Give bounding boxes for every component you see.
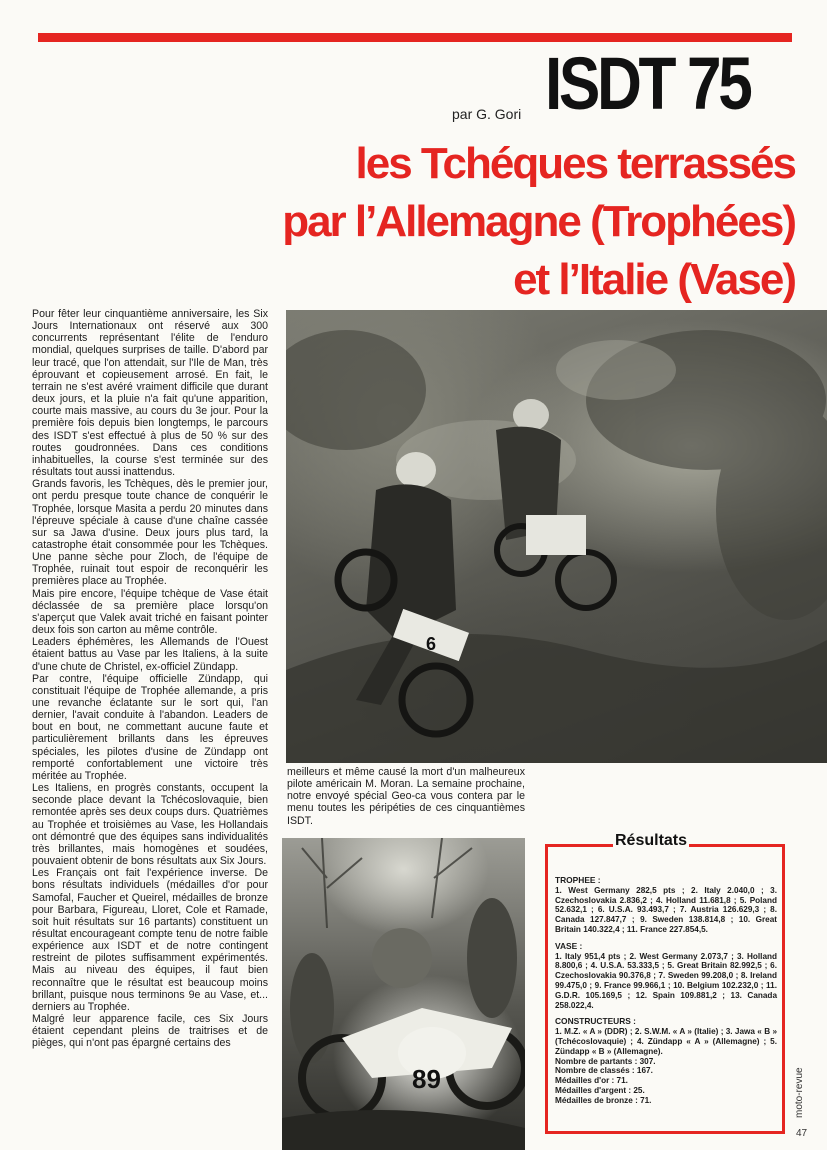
stat-line: Nombre de classés : 167. (555, 1066, 653, 1076)
stat-line: Médailles de bronze : 71. (555, 1095, 652, 1105)
headline-line-2: par l’Allemagne (Trophées) (282, 197, 795, 246)
headline-line-3: et l’Italie (Vase) (513, 255, 795, 304)
body-paragraph: Les Italiens, en progrès constants, occupent la seconde place devant la Tchécoslovaquie, bien remontée après ses deux coups durs. Quatrièmes au Trophée et troisièmes au Vase, les Hollandais ont démontré que des équipes sans individualités très brillantes, mais homogènes et soudées, pouvaient obtenir de bons résultats aux Six Jours. (32, 782, 268, 868)
enduro-riders-photo (286, 310, 827, 763)
constructeurs-results: 1. M.Z. « A » (DDR) ; 2. S.W.M. « A » (Italie) ; 3. Jawa « B » (Tchécoslovaquie) ; 4. Zündapp « A » (Allemagne) ; 5. Zündapp « B » (Allemagne). (555, 1027, 777, 1056)
vase-results: 1. Italy 951,4 pts ; 2. West Germany 2.073,7 ; 3. Holland 8.800,6 ; 4. U.S.A. 53.333,5 ; 5. Great Britain 82.992,5 ; 6. Czechoslovakia 90.376,8 ; 7. Sweden 99.208,0 ; 8. Ireland 99.475,0 ; 9. France 99.966,1 ; 10. Belgium 102.232,0 ; 11. G.D.R. 105.169,5 ; 12. Spain 109.881,2 ; 13. Canada 258.022,4. (555, 951, 777, 1010)
article-body-column (32, 308, 268, 1050)
results-title: Résultats (615, 832, 688, 849)
vase-heading: VASE : (555, 940, 583, 951)
body-paragraph: Malgré leur apparence facile, ces Six Jours étaient cependant pleins de traitrises et de pièges, qui n'ont pas épargné certains des (32, 1013, 268, 1050)
body-paragraph: Par contre, l'équipe officielle Zündapp, qui constituait l'équipe de Trophée allemande, a pris une revanche éclatante sur le sort qui, l'an dernier, l'avait conduite à l'abandon. Leaders de bout en bout, ne commettant aucune faute et particulièrement brillants dans les épreuves spéciales, les pilotes d'usine de Zündapp ont remporté confortablement une victoire très méritée au Trophée. (32, 672, 268, 782)
results-body (555, 876, 777, 1106)
photo-caption: meilleurs et même causé la mort d'un malheureux pilote américain M. Moran. La semaine prochaine, notre envoyé spécial Geo-ca vous contera par le menu toutes les péripéties de ces cinquantièmes ISDT. (287, 766, 525, 827)
body-paragraph: Les Français ont fait l'expérience inverse. De bons résultats individuels (médailles d'or pour Samofal, Faucher et Queirel, médailles de bronze pour Barbara, Figureau, Lloret, Cole et Ramade, soit huit résultats sur 16 partants) constituent un résultat encourageant compte tenu de notre faible expérience aux ISDT et de notre contingent restreint de pilotes suffisamment expérimentés. Mais au niveau des équipes, il faut bien reconnaître que le résultat est beaucoup moins brillant, puisque nous terminons 9e au Vase, et... derniers au Trophée. (32, 867, 268, 1013)
body-paragraph: Leaders éphémères, les Allemands de l'Ouest étaient battus au Vase par les Italiens, à la suite d'une chute de Christel, ex-officiel Zündapp. (32, 636, 268, 673)
stat-line: Nombre de partants : 307. (555, 1056, 656, 1066)
stat-line: Médailles d'or : 71. (555, 1076, 628, 1086)
magazine-name: moto-revue (794, 1067, 805, 1118)
byline: par G. Gori (452, 106, 522, 122)
trophee-results: 1. West Germany 282,5 pts ; 2. Italy 2.040,0 ; 3. Czechoslovakia 2.836,2 ; 4. Holland 11.681,8 ; 5. Poland 52.632,1 ; 6. U.S.A. 93.493,7 ; 7. Austria 126.629,3 ; 8. Canada 127.847,7 ; 9. Sweden 138.814,8 ; 10. Great Britain 140.322,4 ; 11. France 227.854,5. (555, 885, 777, 934)
page-number: 47 (796, 1128, 808, 1139)
stat-line: Médailles d'argent : 25. (555, 1085, 645, 1095)
number-plate-89: 89 (412, 1064, 441, 1094)
body-paragraph: Pour fêter leur cinquantième anniversaire, les Six Jours Internationaux ont réservé aux 300 concurrents représentant l'élite de l'enduro mondial, quelques surprises de taille. D'abord par leur tracé, que l'on attendait, sur l'Ile de Man, très éprouvant et copieusement arrosé. En fait, le terrain ne s'est avéré vraiment difficile que durant deux jours, et la pluie n'a fait qu'une apparition, courte mais massive, au cours du 3e jour. Pour la première fois depuis bien longtemps, le parcours des ISDT s'est effectué à plus de 50 % sur des routes goudronnées. Dans ces conditions inhabituelles, la course s'est terminée sur des résultats tout aussi inattendus. (32, 308, 268, 479)
body-paragraph: Grands favoris, les Tchèques, dès le premier jour, ont perdu presque toute chance de conquérir le Trophée, lorsque Masita a perdu 20 minutes dans l'épreuve spéciale à cause d'une chaîne cassée sur sa Jawa d'usine. Deux jours plus tard, la catastrophe était consommée pour les Tchèques. Une panne sèche pour Zloch, de l'équipe de Trophée, ruinait tout espoir de reconquérir les premières place au Trophée. (32, 478, 268, 588)
constructeurs-heading: CONSTRUCTEURS : (555, 1016, 636, 1027)
paddock-photo (282, 838, 525, 1150)
article-title: ISDT 75 (545, 42, 750, 125)
stats-list (555, 1057, 777, 1106)
trophee-heading: TROPHEE : (555, 875, 601, 885)
number-plate-1: 6 (426, 634, 437, 654)
body-paragraph: Mais pire encore, l'équipe tchèque de Vase était déclassée de sa première place lorsqu'on s'aperçut que Valek avait triché en faisant pointer deux fois son carton au même contrôle. (32, 587, 268, 637)
top-red-rule (38, 33, 792, 42)
headline-line-1: les Tchéques terrassés (355, 139, 795, 188)
